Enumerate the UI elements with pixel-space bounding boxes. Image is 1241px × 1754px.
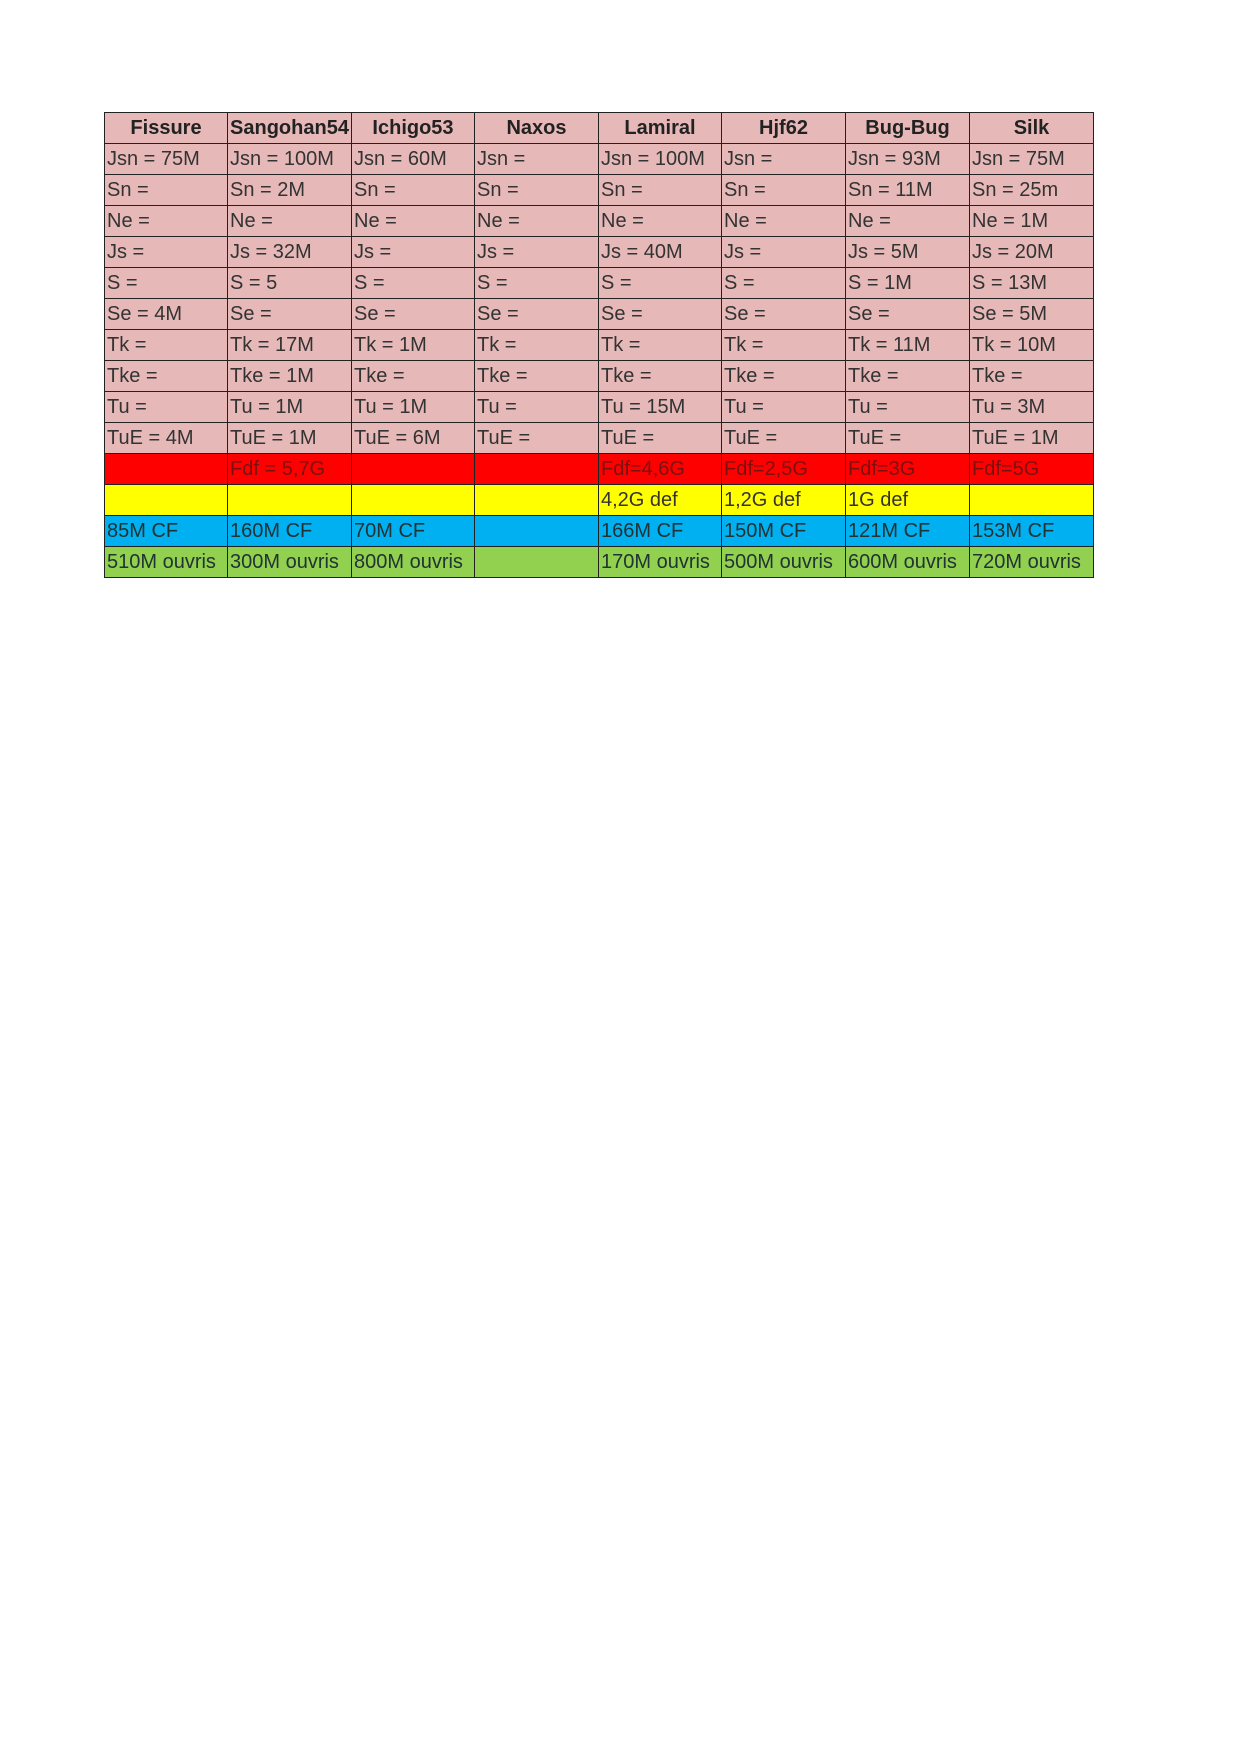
table-cell[interactable]: S = — [475, 268, 599, 299]
table-cell[interactable]: Tu = 1M — [228, 392, 352, 423]
table-cell[interactable]: Sn = 25m — [970, 175, 1094, 206]
table-cell[interactable]: Js = — [722, 237, 846, 268]
cf-row — [105, 516, 1094, 547]
table-row — [105, 206, 1094, 237]
table-cell[interactable]: TuE = 6M — [352, 423, 475, 454]
table-cell[interactable]: TuE = 1M — [970, 423, 1094, 454]
table-row — [105, 237, 1094, 268]
table-cell[interactable]: Jsn = — [722, 144, 846, 175]
table-cell[interactable]: Tu = — [105, 392, 228, 423]
table-cell[interactable]: 166M CF — [599, 516, 722, 547]
table-cell[interactable]: Fissure — [105, 113, 228, 144]
header-row — [105, 113, 1094, 144]
table-cell[interactable]: Jsn = 93M — [846, 144, 970, 175]
table-cell[interactable]: 1G def — [846, 485, 970, 516]
table-cell[interactable]: Tu = 15M — [599, 392, 722, 423]
table-cell[interactable]: Hjf62 — [722, 113, 846, 144]
table-cell[interactable]: Tu = — [475, 392, 599, 423]
table-cell[interactable]: Jsn = 75M — [970, 144, 1094, 175]
table-cell[interactable]: S = 13M — [970, 268, 1094, 299]
table-cell[interactable]: Js = — [105, 237, 228, 268]
def-row — [105, 485, 1094, 516]
table-cell[interactable]: 4,2G def — [599, 485, 722, 516]
table-cell[interactable]: Ne = 1M — [970, 206, 1094, 237]
fdf-row — [105, 454, 1094, 485]
table-cell[interactable]: Tke = — [105, 361, 228, 392]
table-cell[interactable] — [105, 485, 228, 516]
table-cell[interactable] — [970, 485, 1094, 516]
table-row — [105, 268, 1094, 299]
table-cell[interactable]: Silk — [970, 113, 1094, 144]
table-cell[interactable]: 300M ouvris — [228, 547, 352, 578]
table-cell[interactable]: Fdf=2,5G — [722, 454, 846, 485]
table-cell[interactable]: 510M ouvris — [105, 547, 228, 578]
table-cell[interactable]: TuE = 1M — [228, 423, 352, 454]
table-cell[interactable] — [228, 485, 352, 516]
table-row — [105, 299, 1094, 330]
table-cell[interactable]: Se = — [352, 299, 475, 330]
table-cell[interactable]: 85M CF — [105, 516, 228, 547]
table-cell[interactable]: TuE = — [599, 423, 722, 454]
table-cell[interactable]: S = — [722, 268, 846, 299]
table-cell[interactable]: Sangohan54 — [228, 113, 352, 144]
table-cell[interactable]: Naxos — [475, 113, 599, 144]
table-cell[interactable]: S = — [599, 268, 722, 299]
table-cell[interactable] — [475, 485, 599, 516]
table-cell[interactable]: 160M CF — [228, 516, 352, 547]
table-cell[interactable]: Tk = 10M — [970, 330, 1094, 361]
table-cell[interactable]: Se = — [722, 299, 846, 330]
table-cell[interactable]: Fdf=4,6G — [599, 454, 722, 485]
table-cell[interactable]: Lamiral — [599, 113, 722, 144]
table-cell[interactable]: Sn = — [475, 175, 599, 206]
table-cell[interactable]: Tu = — [846, 392, 970, 423]
table-cell[interactable]: Tk = — [475, 330, 599, 361]
table-cell[interactable]: Jsn = 60M — [352, 144, 475, 175]
table-cell[interactable]: Jsn = — [475, 144, 599, 175]
table-cell[interactable]: Tke = — [352, 361, 475, 392]
table-cell[interactable]: Tke = — [970, 361, 1094, 392]
table-row — [105, 423, 1094, 454]
table-cell[interactable]: Ne = — [846, 206, 970, 237]
table-cell[interactable]: Se = 5M — [970, 299, 1094, 330]
table-cell[interactable]: Sn = — [105, 175, 228, 206]
table-cell[interactable]: 70M CF — [352, 516, 475, 547]
table-cell[interactable]: Ne = — [722, 206, 846, 237]
table-cell[interactable]: Fdf=3G — [846, 454, 970, 485]
table-row — [105, 175, 1094, 206]
table-cell[interactable]: Tk = 17M — [228, 330, 352, 361]
table-cell[interactable]: Tke = — [475, 361, 599, 392]
table-cell[interactable]: TuE = 4M — [105, 423, 228, 454]
table-cell[interactable]: Ne = — [475, 206, 599, 237]
table-row — [105, 144, 1094, 175]
table-cell[interactable]: Se = — [846, 299, 970, 330]
table-cell[interactable] — [105, 454, 228, 485]
table-cell[interactable]: Sn = — [599, 175, 722, 206]
table-cell[interactable]: Sn = — [722, 175, 846, 206]
table-cell[interactable]: Tk = — [599, 330, 722, 361]
table-cell[interactable]: TuE = — [722, 423, 846, 454]
table-cell[interactable]: 800M ouvris — [352, 547, 475, 578]
table-cell[interactable]: S = — [352, 268, 475, 299]
table-cell[interactable]: Se = 4M — [105, 299, 228, 330]
table-cell[interactable]: 600M ouvris — [846, 547, 970, 578]
table-cell[interactable]: Se = — [475, 299, 599, 330]
table-cell[interactable]: Jsn = 100M — [228, 144, 352, 175]
table-cell[interactable] — [352, 485, 475, 516]
table-cell[interactable]: S = 1M — [846, 268, 970, 299]
table-cell[interactable]: 150M CF — [722, 516, 846, 547]
table-row — [105, 392, 1094, 423]
table-cell[interactable]: Sn = — [352, 175, 475, 206]
table-row — [105, 361, 1094, 392]
table-cell[interactable]: Ne = — [599, 206, 722, 237]
table-cell[interactable]: Tke = 1M — [228, 361, 352, 392]
table-cell[interactable]: Ne = — [228, 206, 352, 237]
table-cell[interactable]: Jsn = 100M — [599, 144, 722, 175]
table-cell[interactable]: Js = — [475, 237, 599, 268]
table-cell[interactable]: Se = — [599, 299, 722, 330]
table-cell[interactable] — [475, 516, 599, 547]
table-cell[interactable]: 500M ouvris — [722, 547, 846, 578]
table-row — [105, 330, 1094, 361]
table-cell[interactable]: 170M ouvris — [599, 547, 722, 578]
table-cell[interactable]: Ne = — [105, 206, 228, 237]
table-cell[interactable]: 1,2G def — [722, 485, 846, 516]
table-cell[interactable]: Tk = 11M — [846, 330, 970, 361]
table-cell[interactable]: Se = — [228, 299, 352, 330]
table-cell[interactable]: Tu = 3M — [970, 392, 1094, 423]
table-cell[interactable]: Tk = 1M — [352, 330, 475, 361]
table-cell[interactable]: S = 5 — [228, 268, 352, 299]
table-cell[interactable]: Ichigo53 — [352, 113, 475, 144]
table-cell[interactable]: Js = — [352, 237, 475, 268]
table-cell[interactable]: Tke = — [846, 361, 970, 392]
ouvris-row — [105, 547, 1094, 578]
table-cell[interactable]: Bug-Bug — [846, 113, 970, 144]
table-cell[interactable]: 153M CF — [970, 516, 1094, 547]
spreadsheet-table — [104, 112, 1094, 578]
table-cell[interactable]: Js = 5M — [846, 237, 970, 268]
table-cell[interactable]: Tk = — [105, 330, 228, 361]
table-cell[interactable]: Tke = — [722, 361, 846, 392]
table-cell[interactable]: Tke = — [599, 361, 722, 392]
table-cell[interactable]: Fdf = 5,7G — [228, 454, 352, 485]
table-cell[interactable]: Js = 32M — [228, 237, 352, 268]
table-cell[interactable]: Sn = 2M — [228, 175, 352, 206]
table-cell[interactable]: TuE = — [846, 423, 970, 454]
table-cell[interactable]: Js = 20M — [970, 237, 1094, 268]
table-cell[interactable]: 121M CF — [846, 516, 970, 547]
table-cell[interactable]: S = — [105, 268, 228, 299]
table-cell[interactable]: Ne = — [352, 206, 475, 237]
table-cell[interactable]: Sn = 11M — [846, 175, 970, 206]
table-cell[interactable]: Js = 40M — [599, 237, 722, 268]
table-cell[interactable] — [475, 454, 599, 485]
table-cell[interactable]: 720M ouvris — [970, 547, 1094, 578]
table-cell[interactable]: Tk = — [722, 330, 846, 361]
table-cell[interactable]: Jsn = 75M — [105, 144, 228, 175]
table-cell[interactable] — [475, 547, 599, 578]
table-cell[interactable]: TuE = — [475, 423, 599, 454]
table-cell[interactable]: Tu = 1M — [352, 392, 475, 423]
table-cell[interactable] — [352, 454, 475, 485]
table-cell[interactable]: Fdf=5G — [970, 454, 1094, 485]
table-cell[interactable]: Tu = — [722, 392, 846, 423]
